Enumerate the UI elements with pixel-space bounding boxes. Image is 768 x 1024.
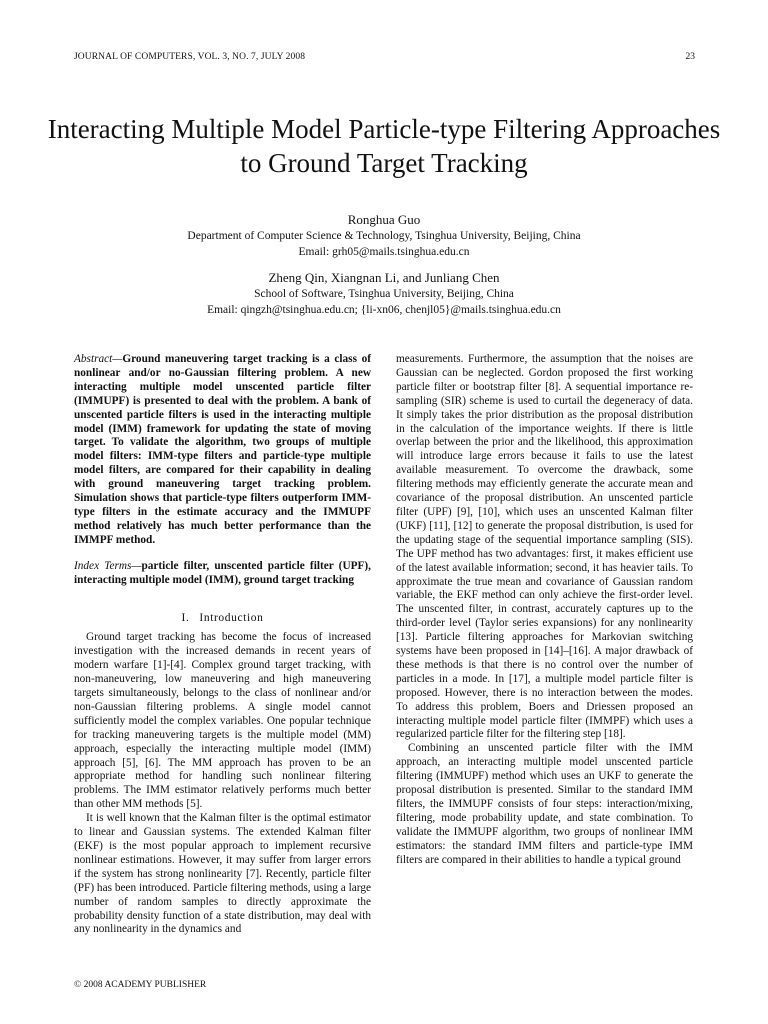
section-heading [74, 612, 371, 626]
author-name: Zheng Qin, Xiangnan Li, and Junliang Chen [268, 270, 500, 285]
body-paragraph: It is well known that the Kalman filter is the optimal estimator to linear and Gaussian systems. The extended Kalman filter (EKF) is the most popular approach to implement recursive nonlinear estimations. However, it may suffer from larger errors if the system has strong nonlinearity [7]. Recently, particle filter (PF) has been introduced. Particle filtering methods, using a large number of random samples to directly approximate the probability density function of a state distribution, may deal with any nonlinearity in the dynamics and [74, 812, 371, 936]
author-name: Ronghua Guo [347, 212, 421, 227]
body-paragraph: Combining an unscented particle filter with the IMM approach, an interacting multiple model unscented particle filtering (IMMUPF) method which uses an UKF to generate the proposal distribution is presented. Similar to the standard IMM filters, the IMMUPF consists of four steps: interaction/mixing, filtering, mode probability update, and state combination. To validate the IMMUPF algorithm, two groups of nonlinear IMM estimators: the standard IMM filters and particle-type IMM filters are compared in their abilities to handle a typical ground [396, 742, 693, 866]
abstract-lead: Abstract— [74, 353, 123, 365]
copyright-footer: © 2008 ACADEMY PUBLISHER [74, 980, 207, 990]
author-block-1 [60, 212, 708, 260]
index-terms-text: particle filter, unscented particle filter (UPF), interacting multiple model (IMM), ground target tracking [74, 559, 371, 586]
page-number: 23 [685, 52, 695, 62]
author-affiliation: School of Software, Tsinghua University, Beijing, China [254, 288, 514, 300]
paper-title: Interacting Multiple Model Particle-type Filtering Approaches to Ground Target Tracking [47, 114, 721, 178]
section-title: Introduction [199, 611, 264, 624]
section-number: I. [181, 611, 190, 624]
abstract [74, 353, 371, 548]
body-paragraph: measurements. Furthermore, the assumption that the noises are Gaussian can be neglected. Gordon proposed the first working particle filter or bootstrap filter [8]. A sequential importance re-sampling (SIR) scheme is used to curtail the degeneracy of data. It simply takes the prior distribution as the proposal distribution in the calculation of the importance weights. If there is little overlap between the prior and the likelihood, this approximation will introduce large errors because it fails to use the latest available measurement. To overcome the drawback, some filtering methods may efficiently generate the accurate mean and covariance of the proposal distribution. An unscented particle filter (UPF) [9], [10], which uses an unscented Kalman filter (UKF) [11], [12] to generate the proposal distribution, is used for the updating stage of the sequential importance sampling (SIS). The UPF method has two advantages: first, it makes efficient use of the latest available information; second, it has heavier tails. To approximate the true mean and covariance of Gaussian random variable, the EKF method can only achieve the first-order level. The unscented filter, in contrast, accurately captures up to the third-order level (Taylor series expansions) for any nonlinearity [13]. Particle filtering approaches for Markovian switching systems have been proposed in [14]–[16]. A major drawback of these methods is that there is no control over the number of particles in a mode. In [17], a multiple model particle filter is proposed. However, there is no interaction between the modes. To address this problem, Boers and Driessen proposed an interacting multiple model particle filter (IMMPF) which uses a regularized particle filter for the filtering step [18]. [396, 353, 693, 741]
author-email: Email: grh05@mails.tsinghua.edu.cn [298, 246, 470, 258]
author-email: Email: qingzh@tsinghua.edu.cn; {li-xn06, chenjl05}@mails.tsinghua.edu.cn [207, 304, 561, 316]
abstract-text: Ground maneuvering target tracking is a class of nonlinear and/or no-Gaussian filtering problem. A new interacting multiple model unscented particle filter (IMMUPF) is presented to deal with the problem. A bank of unscented particle filters is used in the interacting multiple model (IMM) framework for updating the state of moving target. To validate the algorithm, two groups of multiple model filters: IMM-type filters and particle-type multiple model filters, are compared for their capability in dealing with ground maneuvering target tracking problem. Simulation shows that particle-type filters outperform IMM-type filters in the estimate accuracy and the IMMUPF method relatively has much better performance than the IMMPF method. [74, 353, 371, 546]
left-column [74, 353, 371, 937]
right-column [396, 353, 693, 868]
author-block-2 [60, 270, 708, 318]
index-terms [74, 560, 371, 588]
body-paragraph: Ground target tracking has become the focus of increased investigation with the increased demands in recent years of modern warfare [1]-[4]. Complex ground target tracking, with non-maneuvering, low maneuvering and high maneuvering targets simultaneously, belongs to the class of nonlinear and/or non-Gaussian filtering problems. A single model cannot sufficiently model the complex variables. One popular technique for tracking maneuvering targets is the multiple model (MM) approach, especially the interacting multiple model (IMM) approach [5], [6]. The MM approach has proven to be an appropriate method for handling such nonlinear filtering problems. The IMM estimator relatively performs much better than other MM methods [5]. [74, 631, 371, 811]
index-terms-lead: Index Terms— [74, 559, 142, 572]
journal-header: JOURNAL OF COMPUTERS, VOL. 3, NO. 7, JULY 2008 [74, 52, 306, 62]
author-affiliation: Department of Computer Science & Technology, Tsinghua University, Beijing, China [187, 230, 581, 242]
